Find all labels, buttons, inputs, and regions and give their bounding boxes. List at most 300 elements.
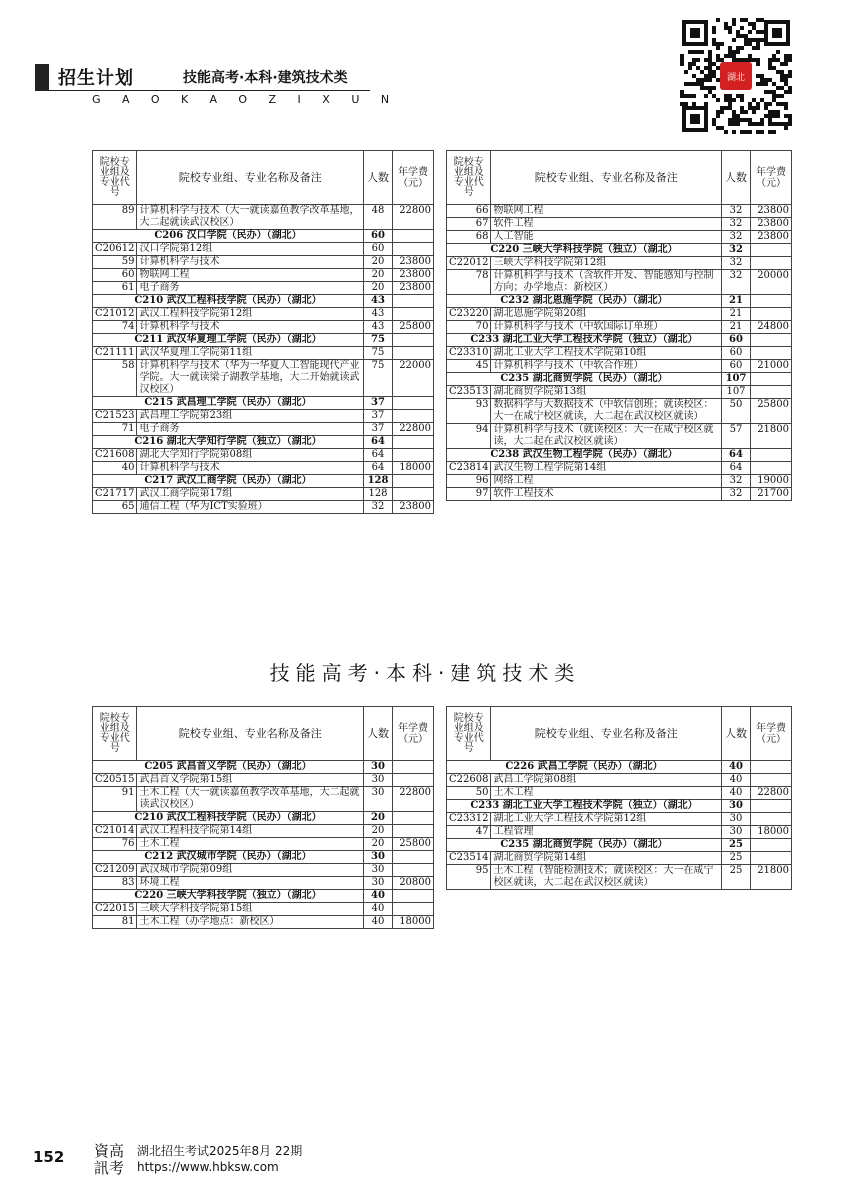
enrollment-count: 64 <box>364 449 393 462</box>
table-row <box>93 308 434 321</box>
table-row <box>93 410 434 423</box>
program-name: 计算机科学与技术（含软件开发、智能感知与控制方向；办学地点：新校区） <box>491 270 722 295</box>
enrollment-count: 43 <box>364 295 393 308</box>
school-row <box>93 812 434 825</box>
table-row <box>447 257 792 270</box>
tuition-fee: 25800 <box>393 838 434 851</box>
enrollment-count: 25 <box>722 865 751 890</box>
school-row <box>93 890 434 903</box>
col-count-header: 人数 <box>722 707 751 761</box>
page-number: 152 <box>33 1148 65 1166</box>
program-name: 环境工程 <box>137 877 364 890</box>
program-name: 湖北恩施学院第20组 <box>491 308 722 321</box>
program-name: 三峡大学科技学院第15组 <box>137 903 364 916</box>
program-name: 武昌首义学院第15组 <box>137 774 364 787</box>
enrollment-count: 30 <box>722 813 751 826</box>
enrollment-count: 30 <box>364 864 393 877</box>
enrollment-count: 25 <box>722 852 751 865</box>
enrollment-count: 64 <box>364 436 393 449</box>
program-code: 83 <box>93 877 137 890</box>
program-code: 68 <box>447 231 491 244</box>
table-row <box>93 488 434 501</box>
tuition-fee <box>393 890 434 903</box>
table-row <box>93 449 434 462</box>
table-row <box>93 501 434 514</box>
table-row <box>447 218 792 231</box>
enrollment-count: 40 <box>722 761 751 774</box>
school-row <box>447 334 792 347</box>
table-row <box>93 347 434 360</box>
program-code: 61 <box>93 282 137 295</box>
program-name: 三峡大学科技学院第12组 <box>491 257 722 270</box>
school-name: C217 武汉工商学院（民办）（湖北） <box>93 475 364 488</box>
table-row <box>447 360 792 373</box>
program-name: 计算机科学与技术 <box>137 321 364 334</box>
enrollment-count: 60 <box>364 230 393 243</box>
table-row <box>93 787 434 812</box>
table-row <box>447 826 792 839</box>
tuition-fee <box>393 243 434 256</box>
table-row <box>93 825 434 838</box>
program-code: 50 <box>447 787 491 800</box>
col-fee-header: 年学费（元） <box>751 707 792 761</box>
table-row <box>93 256 434 269</box>
enrollment-count: 75 <box>364 334 393 347</box>
school-name: C233 湖北工业大学工程技术学院（独立）（湖北） <box>447 800 722 813</box>
tuition-fee <box>393 812 434 825</box>
school-row <box>93 397 434 410</box>
tuition-fee: 22800 <box>393 787 434 812</box>
enrollment-count: 37 <box>364 423 393 436</box>
program-name: 物联网工程 <box>137 269 364 282</box>
table-row <box>447 386 792 399</box>
program-name: 计算机科学与技术（华为一华夏人工智能现代产业学院。大一就读梁子湖教学基地，大二开始就读武汉校区） <box>137 360 364 397</box>
school-name: C211 武汉华夏理工学院（民办）（湖北） <box>93 334 364 347</box>
program-code: 81 <box>93 916 137 929</box>
qr-code-icon <box>680 18 792 134</box>
enrollment-count: 30 <box>364 787 393 812</box>
section-title: 技能高考·本科·建筑技术类 <box>269 661 581 685</box>
table-row <box>447 347 792 360</box>
tuition-fee <box>393 436 434 449</box>
school-row <box>93 334 434 347</box>
header-subtitle: 技能高考·本科·建筑技术类 <box>183 70 348 86</box>
program-name: 物联网工程 <box>491 205 722 218</box>
tuition-fee: 20000 <box>751 270 792 295</box>
table-row <box>447 231 792 244</box>
tuition-fee <box>393 347 434 360</box>
tuition-fee: 22800 <box>393 205 434 230</box>
program-code: C21608 <box>93 449 137 462</box>
tuition-fee: 18000 <box>393 916 434 929</box>
enrollment-count: 50 <box>722 399 751 424</box>
enrollment-count: 40 <box>364 903 393 916</box>
tuition-fee: 23800 <box>393 256 434 269</box>
tuition-fee <box>751 774 792 787</box>
enrollment-count: 25 <box>722 839 751 852</box>
school-row <box>93 295 434 308</box>
plan-table-top-right <box>446 150 792 501</box>
enrollment-count: 30 <box>364 851 393 864</box>
school-row <box>447 839 792 852</box>
tuition-fee <box>393 295 434 308</box>
enrollment-count: 21 <box>722 308 751 321</box>
enrollment-count: 40 <box>364 916 393 929</box>
enrollment-count: 128 <box>364 488 393 501</box>
tuition-fee: 21700 <box>751 488 792 501</box>
program-code: C23814 <box>447 462 491 475</box>
enrollment-count: 32 <box>722 244 751 257</box>
program-name: 计算机科学与技术（就读校区：大一在咸宁校区就读，大二起在武汉校区就读） <box>491 424 722 449</box>
header-divider <box>35 90 370 91</box>
tuition-fee <box>751 852 792 865</box>
program-code: 60 <box>93 269 137 282</box>
program-code: 78 <box>447 270 491 295</box>
table-row <box>93 269 434 282</box>
program-name: 工程管理 <box>491 826 722 839</box>
table-row <box>447 462 792 475</box>
program-code: C23513 <box>447 386 491 399</box>
school-row <box>447 295 792 308</box>
tuition-fee <box>751 462 792 475</box>
enrollment-count: 48 <box>364 205 393 230</box>
program-code: 74 <box>93 321 137 334</box>
table-row <box>447 475 792 488</box>
table-row <box>93 903 434 916</box>
tuition-fee <box>751 244 792 257</box>
enrollment-count: 57 <box>722 424 751 449</box>
enrollment-count: 107 <box>722 386 751 399</box>
program-code: 59 <box>93 256 137 269</box>
enrollment-count: 30 <box>364 761 393 774</box>
program-name: 网络工程 <box>491 475 722 488</box>
tuition-fee: 23800 <box>751 218 792 231</box>
school-name: C220 三峡大学科技学院（独立）（湖北） <box>93 890 364 903</box>
program-name: 汉口学院第12组 <box>137 243 364 256</box>
program-name: 湖北工业大学工程技术学院第10组 <box>491 347 722 360</box>
program-code: C22015 <box>93 903 137 916</box>
school-name: C238 武汉生物工程学院（民办）（湖北） <box>447 449 722 462</box>
enrollment-count: 37 <box>364 410 393 423</box>
tuition-fee <box>751 257 792 270</box>
program-name: 湖北大学知行学院第08组 <box>137 449 364 462</box>
tuition-fee: 25800 <box>393 321 434 334</box>
enrollment-count: 64 <box>364 462 393 475</box>
table-row <box>93 774 434 787</box>
tuition-fee <box>393 449 434 462</box>
tuition-fee <box>751 761 792 774</box>
school-name: C212 武汉城市学院（民办）（湖北） <box>93 851 364 864</box>
program-name: 计算机科学与技术 <box>137 462 364 475</box>
tuition-fee <box>393 851 434 864</box>
tuition-fee: 23800 <box>393 501 434 514</box>
col-program-header: 院校专业组、专业名称及备注 <box>137 707 364 761</box>
table-row <box>93 864 434 877</box>
program-code: 47 <box>447 826 491 839</box>
program-name: 湖北商贸学院第13组 <box>491 386 722 399</box>
tuition-fee: 23800 <box>751 205 792 218</box>
section-label: 招生计划 <box>58 68 134 89</box>
table-row <box>447 813 792 826</box>
tuition-fee <box>393 230 434 243</box>
enrollment-count: 40 <box>722 774 751 787</box>
program-name: 通信工程（华为ICT实验班） <box>137 501 364 514</box>
tuition-fee: 23800 <box>751 231 792 244</box>
tuition-fee <box>393 308 434 321</box>
col-count-header: 人数 <box>722 151 751 205</box>
enrollment-count: 21 <box>722 295 751 308</box>
enrollment-count: 64 <box>722 449 751 462</box>
program-name: 湖北商贸学院第14组 <box>491 852 722 865</box>
program-code: C23310 <box>447 347 491 360</box>
col-program-header: 院校专业组、专业名称及备注 <box>137 151 364 205</box>
tuition-fee: 22800 <box>393 423 434 436</box>
program-code: 58 <box>93 360 137 397</box>
tuition-fee <box>751 800 792 813</box>
school-row <box>447 800 792 813</box>
program-code: C20515 <box>93 774 137 787</box>
program-name: 电子商务 <box>137 423 364 436</box>
table-row <box>93 462 434 475</box>
enrollment-count: 20 <box>364 812 393 825</box>
col-count-header: 人数 <box>364 151 393 205</box>
school-name: C235 湖北商贸学院（民办）（湖北） <box>447 839 722 852</box>
school-name: C232 湖北恩施学院（民办）（湖北） <box>447 295 722 308</box>
col-count-header: 人数 <box>364 707 393 761</box>
program-code: 94 <box>447 424 491 449</box>
school-row <box>93 761 434 774</box>
table-row <box>93 205 434 230</box>
table-row <box>447 852 792 865</box>
qr-badge-text: 湖北 <box>726 73 746 83</box>
tuition-fee: 22000 <box>393 360 434 397</box>
tuition-fee <box>393 410 434 423</box>
table-row <box>447 865 792 890</box>
tuition-fee <box>393 903 434 916</box>
program-name: 武昌工学院第08组 <box>491 774 722 787</box>
program-name: 武汉工程科技学院第12组 <box>137 308 364 321</box>
program-code: 76 <box>93 838 137 851</box>
enrollment-count: 32 <box>722 270 751 295</box>
col-code-header: 院校专业组及专业代号 <box>93 151 137 205</box>
program-name: 土木工程（大一就读嘉鱼教学改革基地，大二起就读武汉校区） <box>137 787 364 812</box>
program-name: 数据科学与大数据技术（中软信创班；就读校区：大一在咸宁校区就读，大二起在武汉校区就读） <box>491 399 722 424</box>
plan-table-bottom-right <box>446 706 792 890</box>
tuition-fee: 21000 <box>751 360 792 373</box>
program-name: 软件工程 <box>491 218 722 231</box>
program-code: 65 <box>93 501 137 514</box>
enrollment-count: 37 <box>364 397 393 410</box>
program-name: 计算机科学与技术（中软合作班） <box>491 360 722 373</box>
program-code: C21717 <box>93 488 137 501</box>
enrollment-count: 60 <box>364 243 393 256</box>
enrollment-count: 43 <box>364 308 393 321</box>
magazine-logo-icon <box>94 1141 126 1175</box>
tuition-fee: 22800 <box>751 787 792 800</box>
tuition-fee: 25800 <box>751 399 792 424</box>
website-url: https://www.hbksw.com <box>137 1160 279 1174</box>
school-row <box>93 851 434 864</box>
header-latin: GAOKAOZIXUN <box>92 93 411 106</box>
program-name: 计算机科学与技术 <box>137 256 364 269</box>
enrollment-count: 43 <box>364 321 393 334</box>
col-fee-header: 年学费（元） <box>393 707 434 761</box>
tuition-fee: 18000 <box>751 826 792 839</box>
school-name: C235 湖北商贸学院（民办）（湖北） <box>447 373 722 386</box>
enrollment-count: 30 <box>364 877 393 890</box>
tuition-fee <box>393 488 434 501</box>
table-row <box>447 774 792 787</box>
plan-table-bottom-left <box>92 706 434 929</box>
program-code: 96 <box>447 475 491 488</box>
program-name: 武汉工商学院第17组 <box>137 488 364 501</box>
program-code: 91 <box>93 787 137 812</box>
tuition-fee <box>751 347 792 360</box>
enrollment-count: 40 <box>722 787 751 800</box>
enrollment-count: 32 <box>364 501 393 514</box>
col-code-header: 院校专业组及专业代号 <box>447 151 491 205</box>
tuition-fee <box>751 449 792 462</box>
tuition-fee <box>751 813 792 826</box>
enrollment-count: 20 <box>364 282 393 295</box>
program-name: 软件工程技术 <box>491 488 722 501</box>
program-name: 土木工程（智能检测技术；就读校区：大一在咸宁校区就读，大二起在武汉校区就读） <box>491 865 722 890</box>
table-row <box>93 282 434 295</box>
enrollment-count: 32 <box>722 231 751 244</box>
enrollment-count: 32 <box>722 205 751 218</box>
tuition-fee <box>393 397 434 410</box>
col-program-header: 院校专业组、专业名称及备注 <box>491 707 722 761</box>
school-name: C210 武汉工程科技学院（民办）（湖北） <box>93 295 364 308</box>
col-fee-header: 年学费（元） <box>751 151 792 205</box>
table-row <box>447 205 792 218</box>
program-code: 45 <box>447 360 491 373</box>
tuition-fee: 19000 <box>751 475 792 488</box>
program-name: 武汉城市学院第09组 <box>137 864 364 877</box>
enrollment-count: 32 <box>722 257 751 270</box>
school-name: C216 湖北大学知行学院（独立）（湖北） <box>93 436 364 449</box>
school-row <box>93 436 434 449</box>
tuition-fee <box>751 373 792 386</box>
enrollment-count: 30 <box>722 800 751 813</box>
tuition-fee <box>751 308 792 321</box>
tuition-fee: 20800 <box>393 877 434 890</box>
program-name: 武汉工程科技学院第14组 <box>137 825 364 838</box>
table-row <box>93 838 434 851</box>
issue-info: 湖北招生考试2025年8月 22期 <box>137 1144 303 1158</box>
school-row <box>447 373 792 386</box>
program-code: C22608 <box>447 774 491 787</box>
enrollment-count: 128 <box>364 475 393 488</box>
enrollment-count: 32 <box>722 488 751 501</box>
table-row <box>447 270 792 295</box>
enrollment-count: 30 <box>722 826 751 839</box>
program-name: 武昌理工学院第23组 <box>137 410 364 423</box>
program-code: 66 <box>447 205 491 218</box>
program-code: C22012 <box>447 257 491 270</box>
program-code: C21014 <box>93 825 137 838</box>
program-name: 土木工程 <box>137 838 364 851</box>
tuition-fee <box>751 839 792 852</box>
program-name: 人工智能 <box>491 231 722 244</box>
program-code: 70 <box>447 321 491 334</box>
program-name: 武汉生物工程学院第14组 <box>491 462 722 475</box>
program-name: 计算机科学与技术（中软国际订单班） <box>491 321 722 334</box>
tuition-fee <box>393 864 434 877</box>
school-name: C205 武昌首义学院（民办）（湖北） <box>93 761 364 774</box>
header-accent-bar <box>35 64 49 90</box>
program-name: 计算机科学与技术（大一就读嘉鱼教学改革基地，大二起就读武汉校区） <box>137 205 364 230</box>
program-code: 40 <box>93 462 137 475</box>
table-row <box>93 243 434 256</box>
svg-text:資高: 資高 <box>94 1142 125 1160</box>
tuition-fee <box>751 295 792 308</box>
program-code: C23312 <box>447 813 491 826</box>
svg-text:訊考: 訊考 <box>94 1159 125 1175</box>
enrollment-count: 20 <box>364 256 393 269</box>
program-code: C21111 <box>93 347 137 360</box>
program-code: 89 <box>93 205 137 230</box>
program-code: 95 <box>447 865 491 890</box>
program-code: C21523 <box>93 410 137 423</box>
school-row <box>447 761 792 774</box>
table-row <box>93 360 434 397</box>
school-name: C233 湖北工业大学工程技术学院（独立）（湖北） <box>447 334 722 347</box>
enrollment-count: 20 <box>364 825 393 838</box>
table-row <box>93 321 434 334</box>
enrollment-count: 75 <box>364 360 393 397</box>
school-row <box>447 449 792 462</box>
program-name: 电子商务 <box>137 282 364 295</box>
school-name: C215 武昌理工学院（民办）（湖北） <box>93 397 364 410</box>
col-program-header: 院校专业组、专业名称及备注 <box>491 151 722 205</box>
enrollment-count: 20 <box>364 269 393 282</box>
program-code: C23220 <box>447 308 491 321</box>
tuition-fee <box>393 761 434 774</box>
table-row <box>93 877 434 890</box>
program-code: C20612 <box>93 243 137 256</box>
program-name: 武汉华夏理工学院第11组 <box>137 347 364 360</box>
enrollment-count: 32 <box>722 475 751 488</box>
tuition-fee: 21800 <box>751 424 792 449</box>
tuition-fee <box>393 825 434 838</box>
tuition-fee <box>751 334 792 347</box>
tuition-fee: 23800 <box>393 269 434 282</box>
tuition-fee: 21800 <box>751 865 792 890</box>
enrollment-count: 21 <box>722 321 751 334</box>
enrollment-count: 64 <box>722 462 751 475</box>
school-name: C210 武汉工程科技学院（民办）（湖北） <box>93 812 364 825</box>
program-name: 湖北工业大学工程技术学院第12组 <box>491 813 722 826</box>
table-row <box>93 423 434 436</box>
enrollment-count: 40 <box>364 890 393 903</box>
table-row <box>447 488 792 501</box>
enrollment-count: 32 <box>722 218 751 231</box>
tuition-fee <box>393 334 434 347</box>
plan-table-top-left <box>92 150 434 514</box>
program-name: 土木工程（办学地点：新校区） <box>137 916 364 929</box>
program-code: 93 <box>447 399 491 424</box>
enrollment-count: 75 <box>364 347 393 360</box>
program-code: 71 <box>93 423 137 436</box>
enrollment-count: 60 <box>722 334 751 347</box>
school-row <box>93 230 434 243</box>
table-row <box>447 308 792 321</box>
enrollment-count: 60 <box>722 347 751 360</box>
program-code: 67 <box>447 218 491 231</box>
enrollment-count: 20 <box>364 838 393 851</box>
tuition-fee: 24800 <box>751 321 792 334</box>
